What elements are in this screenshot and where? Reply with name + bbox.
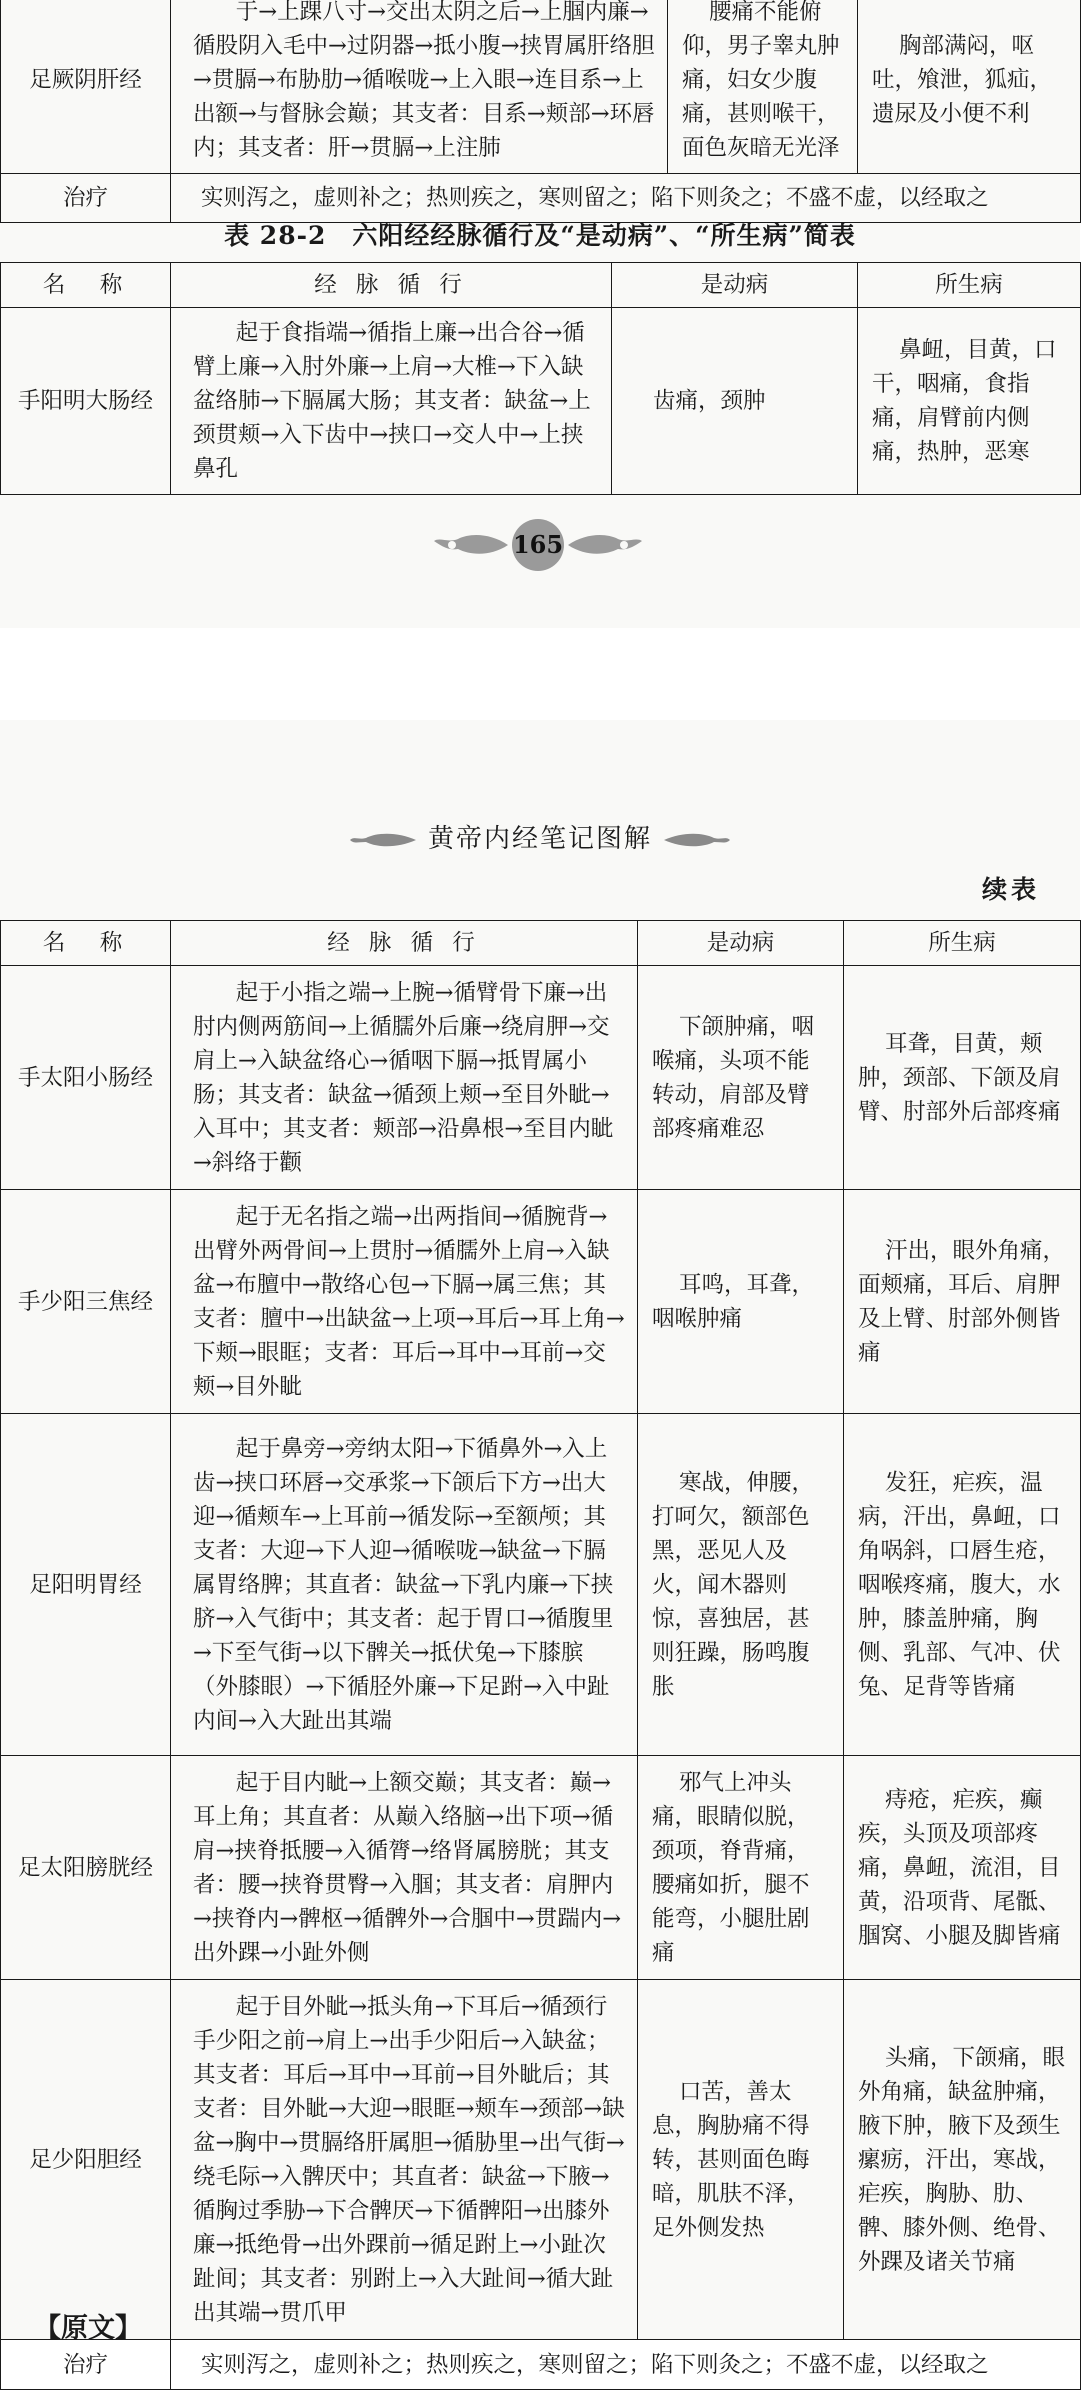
disease-cell: 耳鸣，耳聋，咽喉肿痛 xyxy=(638,1190,844,1414)
meridian-path: 起于目外眦→抵头角→下耳后→循颈行手少阳之前→肩上→出手少阳后→入缺盆；其支者：耳后→耳中→耳前→目外眦后；其支者：目外眦→大迎→眼眶→颊车→颈部→缺盆→胸中→贯膈络肝属胆→循胁里→出气街→绕毛际→入髀厌中；其直者：缺盆→下腋→循胸过季胁→下合髀厌→下循髀阳→出膝外廉→抵绝骨→出外踝前→循足跗上→小趾次趾间；其支者：别跗上→入大趾间→循大趾出其端→贯爪甲 xyxy=(171,1980,638,2340)
meridian-name: 手少阳三焦经 xyxy=(1,1190,171,1414)
col-header-disease: 是动病 xyxy=(612,263,858,308)
treatment-row xyxy=(1,2340,1081,2390)
table-row xyxy=(1,1190,1081,1414)
table-row xyxy=(1,1414,1081,1756)
table-28-2 xyxy=(0,262,1081,495)
treatment-label: 治疗 xyxy=(1,2340,171,2390)
meridian-name: 足厥阴肝经 xyxy=(1,0,171,174)
page-number: 165 xyxy=(512,519,564,571)
table-row xyxy=(1,966,1081,1190)
running-head xyxy=(0,818,1080,855)
continued-table xyxy=(0,920,1081,2390)
illness-cell: 鼻衄，目黄，口干，咽痛，食指痛，肩臂前内侧痛，热肿，恶寒 xyxy=(858,308,1081,495)
meridian-name: 手阳明大肠经 xyxy=(1,308,171,495)
meridian-path: 起于目内眦→上额交巅；其支者：巅→耳上角；其直者：从巅入络脑→出下项→循肩→挟脊抵腰→入循膂→络肾属膀胱；其支者：腰→挟脊贯臀→入腘；其支者：肩胛内→挟脊内→髀枢→循髀外→合腘中→贯踹内→出外踝→小趾外侧 xyxy=(171,1756,638,1980)
left-head-ornament xyxy=(348,830,418,850)
treatment-text: 实则泻之，虚则补之；热则疾之，寒则留之；陷下则灸之；不盛不虚，以经取之 xyxy=(171,2340,1081,2390)
meridian-name: 足少阳胆经 xyxy=(1,1980,171,2340)
col-header-name: 名 称 xyxy=(1,921,171,966)
table-caption: 表 28-2 六阳经经脉循行及“是动病”、“所生病”简表 xyxy=(224,221,856,250)
table-row xyxy=(1,0,1081,174)
header-row xyxy=(1,921,1081,966)
illness-cell: 痔疮，疟疾，癫疾，头顶及项部疼痛，鼻衄，流泪，目黄，沿项背、尾骶、腘窝、小腿及脚皆痛 xyxy=(844,1756,1081,1980)
left-scroll-ornament xyxy=(430,529,510,561)
disease-cell: 腰痛不能俯仰，男子睾丸肿痛，妇女少腹痛，甚则喉干，面色灰暗无光泽 xyxy=(668,0,858,174)
treatment-label: 治疗 xyxy=(1,174,171,223)
top-table xyxy=(0,0,1081,223)
meridian-path: 起于鼻旁→旁纳太阳→下循鼻外→入上齿→挟口环唇→交承浆→下颌后下方→出大迎→循颊车→上耳前→循发际→至额颅；其支者：大迎→下人迎→循喉咙→缺盆→下膈属胃络脾；其直者：缺盆→下乳内廉→下挟脐→入气街中；其支者：起于胃口→循腹里→下至气街→以下髀关→抵伏兔→下膝膑（外膝眼）→下循胫外廉→下足跗→入中趾内间→入大趾出其端 xyxy=(171,1414,638,1756)
table-row xyxy=(1,1756,1081,1980)
page-gap xyxy=(0,628,1080,720)
meridian-path: 于→上踝八寸→交出太阴之后→上腘内廉→循股阴入毛中→过阴器→抵小腹→挟胃属肝络胆→贯膈→布胁肋→循喉咙→上入眼→连目系→上出额→与督脉会巅；其支者：目系→颊部→环唇内；其支者：肝→贯膈→上注肺 xyxy=(171,0,668,174)
meridian-path: 起于小指之端→上腕→循臂骨下廉→出肘内侧两筋间→上循臑外后廉→绕肩胛→交肩上→入缺盆络心→循咽下膈→抵胃属小肠；其支者：缺盆→循颈上颊→至目外眦→入耳中；其支者：颊部→沿鼻根→至目内眦→斜络于颧 xyxy=(171,966,638,1190)
disease-cell: 口苦，善太息，胸胁痛不得转，甚则面色晦暗，肌肤不泽，足外侧发热 xyxy=(638,1980,844,2340)
disease-cell: 寒战，伸腰，打呵欠，额部色黑，恶见人及火，闻木器则惊，喜独居，甚则狂躁，肠鸣腹胀 xyxy=(638,1414,844,1756)
section-heading: 【原文】 xyxy=(34,2313,142,2344)
table-row xyxy=(1,308,1081,495)
illness-cell: 汗出，眼外角痛，面颊痛，耳后、肩胛及上臂、肘部外侧皆痛 xyxy=(844,1190,1081,1414)
treatment-text: 实则泻之，虚则补之；热则疾之，寒则留之；陷下则灸之；不盛不虚，以经取之 xyxy=(171,174,1081,223)
page-number-ornament xyxy=(430,515,650,575)
lower-page xyxy=(0,720,1080,2378)
illness-cell: 发狂，疟疾，温病，汗出，鼻衄，口角㖞斜，口唇生疮，咽喉疼痛，腹大，水肿，膝盖肿痛，胸侧、乳部、气冲、伏兔、足背等皆痛 xyxy=(844,1414,1081,1756)
meridian-name: 手太阳小肠经 xyxy=(1,966,171,1190)
illness-cell: 胸部满闷，呕吐，飧泄，狐疝，遗尿及小便不利 xyxy=(858,0,1081,174)
col-header-path: 经 脉 循 行 xyxy=(171,921,638,966)
col-header-path: 经 脉 循 行 xyxy=(171,263,612,308)
col-header-illness: 所生病 xyxy=(858,263,1081,308)
illness-cell: 头痛，下颌痛，眼外角痛，缺盆肿痛，腋下肿，腋下及颈生瘰疬，汗出，寒战，疟疾，胸胁、肋、髀、膝外侧、绝骨、外踝及诸关节痛 xyxy=(844,1980,1081,2340)
upper-page xyxy=(0,0,1080,628)
header-row xyxy=(1,263,1081,308)
col-header-name: 名 称 xyxy=(1,263,171,308)
right-scroll-ornament xyxy=(566,529,646,561)
book-title: 黄帝内经笔记图解 xyxy=(427,824,652,854)
right-head-ornament xyxy=(662,830,732,850)
meridian-name: 足太阳膀胱经 xyxy=(1,1756,171,1980)
illness-cell: 耳聋，目黄，颊肿，颈部、下颌及肩臂、肘部外后部疼痛 xyxy=(844,966,1081,1190)
disease-cell: 齿痛，颈肿 xyxy=(612,308,858,495)
col-header-illness: 所生病 xyxy=(844,921,1081,966)
col-header-disease: 是动病 xyxy=(638,921,844,966)
disease-cell: 下颌肿痛，咽喉痛，头项不能转动，肩部及臂部疼痛难忍 xyxy=(638,966,844,1190)
disease-cell: 邪气上冲头痛，眼睛似脱，颈项，脊背痛，腰痛如折，腿不能弯，小腿肚剧痛 xyxy=(638,1756,844,1980)
table-row xyxy=(1,1980,1081,2340)
continued-label: 续表 xyxy=(981,875,1040,904)
meridian-path: 起于食指端→循指上廉→出合谷→循臂上廉→入肘外廉→上肩→大椎→下入缺盆络肺→下膈属大肠；其支者：缺盆→上颈贯颊→入下齿中→挟口→交人中→上挟鼻孔 xyxy=(171,308,612,495)
meridian-name: 足阳明胃经 xyxy=(1,1414,171,1756)
meridian-path: 起于无名指之端→出两指间→循腕背→出臂外两骨间→上贯肘→循臑外上肩→入缺盆→布膻中→散络心包→下膈→属三焦；其支者：膻中→出缺盆→上项→耳后→耳上角→下颊→眼眶；支者：耳后→耳中→耳前→交颊→目外眦 xyxy=(171,1190,638,1414)
